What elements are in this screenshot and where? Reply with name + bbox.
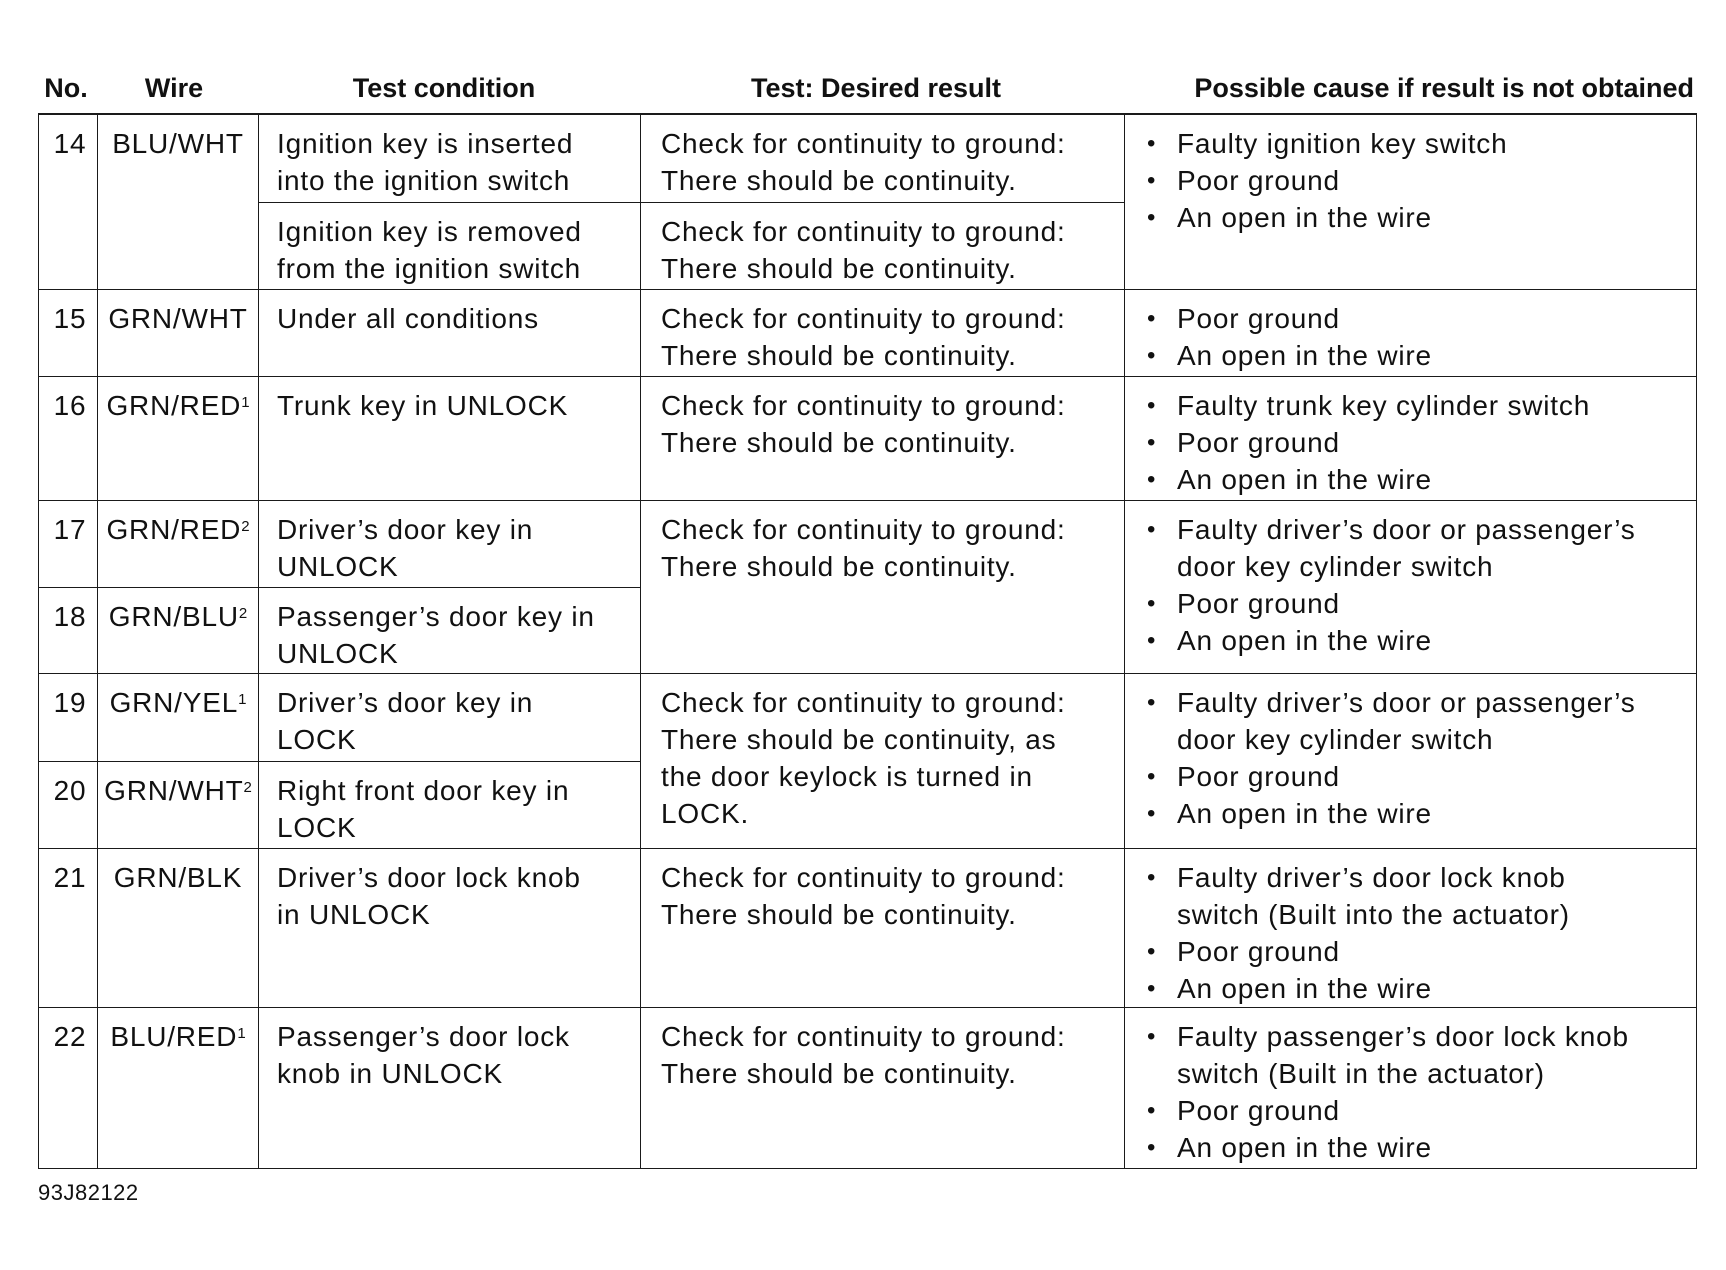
list-item: • An open in the wire [1145, 337, 1686, 374]
desired-result: Check for continuity to ground: There should be continuity. [641, 202, 1125, 289]
list-item: • Faulty driver’s door or passenger’s door key cylinder switch [1145, 684, 1686, 758]
possible-cause [1125, 376, 1697, 500]
table-header [38, 66, 1696, 110]
test-condition: Driver’s door key in UNLOCK [259, 500, 641, 587]
wire-color: GRN/WHT [98, 289, 259, 376]
row-number: 16 [39, 376, 98, 500]
possible-cause [1125, 1007, 1697, 1168]
list-item: • An open in the wire [1145, 199, 1686, 236]
possible-cause [1125, 848, 1697, 1007]
table-row [39, 1007, 1697, 1168]
test-condition: Right front door key in LOCK [259, 761, 641, 848]
list-item: • Poor ground [1145, 162, 1686, 199]
wire-color: BLU/RED$^1$ [98, 1007, 259, 1168]
wire-color: GRN/RED$^1$ [98, 376, 259, 500]
list-item: • Poor ground [1145, 585, 1686, 622]
row-number: 18 [39, 587, 98, 673]
header-desired-result: Test: Desired result [750, 72, 1002, 103]
list-item: • Faulty ignition key switch [1145, 125, 1686, 162]
list-item: • An open in the wire [1145, 1129, 1686, 1166]
desired-result: Check for continuity to ground: There should be continuity. [641, 500, 1125, 673]
wire-color: BLU/WHT [98, 114, 259, 289]
header-wire: Wire [144, 72, 204, 103]
row-number: 22 [39, 1007, 98, 1168]
possible-cause [1125, 500, 1697, 673]
table-row [39, 114, 1697, 202]
figure-code: 93J82122 [38, 1180, 139, 1205]
list-item: • Poor ground [1145, 758, 1686, 795]
test-table [38, 113, 1697, 1169]
header-test-condition: Test condition [352, 72, 536, 103]
table-row [39, 848, 1697, 1007]
test-condition: Ignition key is inserted into the ignition switch [259, 114, 641, 202]
list-item: • An open in the wire [1145, 795, 1686, 832]
possible-cause [1125, 114, 1697, 289]
row-number: 14 [39, 114, 98, 289]
test-condition: Passenger’s door lock knob in UNLOCK [259, 1007, 641, 1168]
desired-result: Check for continuity to ground: There should be continuity. [641, 376, 1125, 500]
wire-color: GRN/YEL$^1$ [98, 673, 259, 761]
list-item: • Faulty trunk key cylinder switch [1145, 387, 1686, 424]
possible-cause [1125, 673, 1697, 848]
test-condition: Trunk key in UNLOCK [259, 376, 641, 500]
list-item: • Faulty passenger’s door lock knob switch (Built in the actuator) [1145, 1018, 1686, 1092]
row-number: 17 [39, 500, 98, 587]
test-condition: Ignition key is removed from the ignition switch [259, 202, 641, 289]
list-item: • An open in the wire [1145, 970, 1686, 1007]
wire-color: GRN/WHT$^2$ [98, 761, 259, 848]
desired-result: Check for continuity to ground: There should be continuity. [641, 848, 1125, 1007]
test-condition: Driver’s door lock knob in UNLOCK [259, 848, 641, 1007]
list-item: • Poor ground [1145, 933, 1686, 970]
list-item: • Poor ground [1145, 300, 1686, 337]
row-number: 15 [39, 289, 98, 376]
test-condition: Driver’s door key in LOCK [259, 673, 641, 761]
list-item: • An open in the wire [1145, 622, 1686, 659]
table-row [39, 376, 1697, 500]
row-number: 19 [39, 673, 98, 761]
wire-color: GRN/BLU$^2$ [98, 587, 259, 673]
table-row [39, 289, 1697, 376]
table-row [39, 673, 1697, 761]
list-item: • An open in the wire [1145, 461, 1686, 498]
desired-result: Check for continuity to ground: There should be continuity. [641, 1007, 1125, 1168]
desired-result: Check for continuity to ground: There should be continuity. [641, 114, 1125, 202]
row-number: 20 [39, 761, 98, 848]
wire-color: GRN/BLK [98, 848, 259, 1007]
header-no: No. [44, 72, 88, 103]
possible-cause [1125, 289, 1697, 376]
row-number: 21 [39, 848, 98, 1007]
list-item: • Faulty driver’s door or passenger’s door key cylinder switch [1145, 511, 1686, 585]
wire-color: GRN/RED$^2$ [98, 500, 259, 587]
test-condition: Under all conditions [259, 289, 641, 376]
list-item: • Poor ground [1145, 1092, 1686, 1129]
desired-result: Check for continuity to ground: There should be continuity. [641, 289, 1125, 376]
table-row [39, 500, 1697, 587]
header-possible-cause: Possible cause if result is not obtained [1194, 72, 1694, 103]
desired-result: Check for continuity to ground: There should be continuity, as the door keylock is turned in LOCK. [641, 673, 1125, 848]
list-item: • Poor ground [1145, 424, 1686, 461]
test-condition: Passenger’s door key in UNLOCK [259, 587, 641, 673]
list-item: • Faulty driver’s door lock knob switch (Built into the actuator) [1145, 859, 1686, 933]
